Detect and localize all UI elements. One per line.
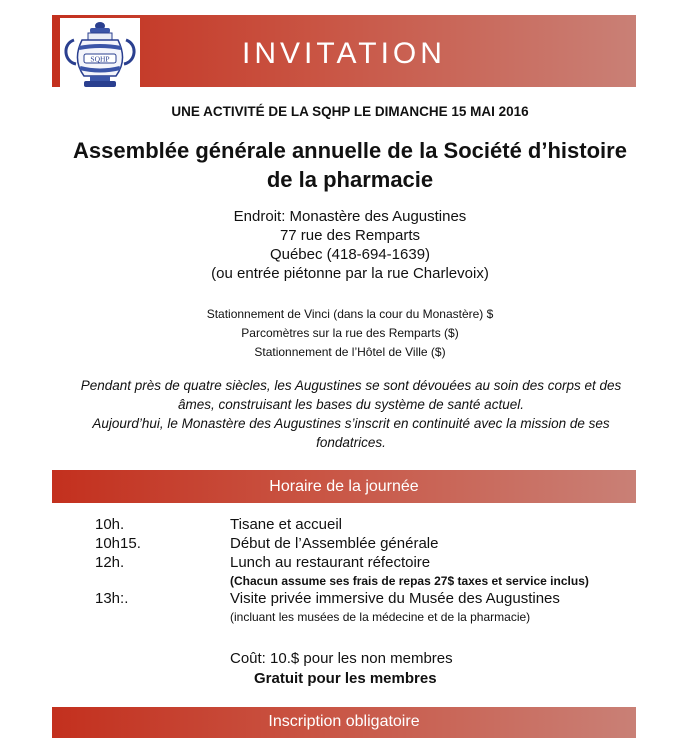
registration-required: Inscription obligatoire: [268, 713, 420, 730]
description-line: fondatrices.: [316, 435, 386, 450]
venue-address: [0, 207, 700, 283]
schedule-item: [0, 535, 700, 554]
schedule-time: 13h:.: [95, 590, 129, 607]
pharmacy-vase-logo: [60, 18, 140, 96]
schedule-note: [0, 573, 700, 590]
schedule-time: 10h15.: [95, 535, 141, 552]
description-line: Pendant près de quatre siècles, les Augustines se sont dévouées au soin des corps et des: [80, 378, 622, 393]
event-title-line: de la pharmacie: [266, 167, 434, 192]
schedule-note-text: (incluant les musées de la médecine et de la pharmacie): [230, 610, 531, 624]
schedule-time: 10h.: [95, 516, 125, 533]
schedule-banner: [52, 470, 636, 503]
schedule-activity: Lunch au restaurant réfectoire: [230, 554, 431, 571]
logo-label: SQHP: [90, 54, 110, 64]
cost-members: Gratuit pour les membres: [254, 670, 437, 687]
parking-line: Stationnement de Vinci (dans la cour du Monastère) $: [206, 307, 494, 321]
schedule-activity: Tisane et accueil: [230, 516, 343, 533]
address-line: (ou entrée piétonne par la rue Charlevoix): [211, 265, 489, 282]
description-line: Aujourd’hui, le Monastère des Augustines s’inscrit en continuité avec la mission de ses: [92, 416, 610, 431]
parking-line: Stationnement de l’Hôtel de Ville ($): [254, 345, 446, 359]
address-line: 77 rue des Remparts: [279, 227, 421, 244]
schedule-list: [0, 516, 700, 626]
schedule-time: 12h.: [95, 554, 125, 571]
history-description: [56, 376, 646, 452]
address-line: Endroit: Monastère des Augustines: [233, 208, 467, 225]
invitation-heading: INVITATION: [242, 37, 446, 70]
schedule-item: [0, 590, 700, 609]
event-title-line: Assemblée générale annuelle de la Société d’histoire: [73, 138, 627, 163]
address-line: Québec (418-694-1639): [269, 246, 431, 263]
event-title: [40, 136, 660, 194]
cost-non-members: Coût: 10.$ pour les non membres: [230, 650, 453, 667]
description-line: âmes, construisant les bases du système de santé actuel.: [178, 397, 524, 412]
schedule-activity: Début de l’Assemblée générale: [230, 535, 439, 552]
parking-info: [0, 305, 700, 362]
parking-line: Parcomètres sur la rue des Remparts ($): [241, 326, 459, 340]
schedule-heading: Horaire de la journée: [269, 478, 419, 495]
schedule-item: [0, 554, 700, 573]
schedule-activity: Visite privée immersive du Musée des Augustines: [230, 590, 560, 607]
event-subtitle: UNE ACTIVITÉ DE LA SQHP LE DIMANCHE 15 MAI 2016: [171, 104, 529, 119]
schedule-item: [0, 516, 700, 535]
schedule-note: [0, 609, 700, 626]
registration-banner: [52, 707, 636, 738]
schedule-note-text: (Chacun assume ses frais de repas 27$ taxes et service inclus): [230, 574, 589, 588]
